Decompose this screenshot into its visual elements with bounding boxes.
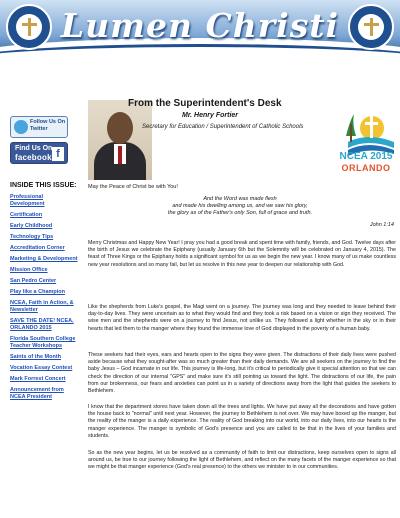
toc-link-certification[interactable]: Certification (10, 212, 43, 218)
ncea-label: NCEA 2015 (339, 151, 393, 162)
article-paragraph: I know that the department stores have taken down all the trees and lights. We have put away all the decorations and have gotten the house back to "normal" until next year. However, the journey to Bethlehem is not over. We may have boxed up the manger, but the reality of the manger is a daily experience. The reality of God breaking into our world, into our daily lives, into our hearts is the manger experience. The manger is symbolic of God's presence and you are called to be that in the lives of your families and students. (88, 404, 396, 439)
scripture-reference: John 1:14 (369, 222, 394, 228)
toc-link-technology-tips[interactable]: Technology Tips (10, 234, 54, 240)
twitter-bird-icon (14, 120, 28, 134)
scripture-quote: And the Word was made flesh and made his dwelling among us, and we saw his glory, the glory as of the Father's only Son, full of grace and truth. (167, 196, 313, 216)
main-article (82, 70, 400, 518)
ncea-city: ORLANDO (341, 163, 391, 173)
toc-link-play-like-a-champion[interactable]: Play like a Champion (10, 289, 66, 295)
article-paragraph: So as the new year begins, let us be resolved as a community of faith to limit our distractions, keep ourselves open to signs all around us, be true to our journey following the light of Bethlehem, and reflect on the many facets of the manger experience so that we might be that manger experience (God's real presence) to the others we minister to in our communities. (88, 450, 396, 471)
toc-link-mission-office[interactable]: Mission Office (10, 267, 48, 273)
masthead-banner (0, 0, 400, 70)
article-paragraph: Like the shepherds from Luke's gospel, the Magi went on a journey. The journey was long and they needed to leave behind their day-to-day lives. They were uncertain as to what they would find and they took a risk based on a vision or sign they received. The wise men and the shepherds were on a journey to find Jesus, not unlike us. They followed a light whether in the sky or in their hearts that led them to the manger where they found the immense love of God displayed in the poverty of a human baby. (88, 304, 396, 332)
toc-link-mark-forrest-concert[interactable]: Mark Forrest Concert (10, 376, 66, 382)
header-swoosh-line (0, 44, 400, 70)
toc-link-early-childhood[interactable]: Early Childhood (10, 223, 53, 229)
author-role: Secretary for Education / Superintendent of Catholic Schools (142, 124, 304, 130)
toc-link-accreditation-corner[interactable]: Accreditation Corner (10, 245, 65, 251)
toc-link-vocation-essay-contest[interactable]: Vocation Essay Contest (10, 365, 73, 371)
table-of-contents (10, 194, 78, 405)
toc-link-professional-development[interactable]: Professional Development (10, 194, 45, 207)
greeting: May the Peace of Christ be with You! (88, 184, 178, 190)
toc-link-marketing-development[interactable]: Marketing & Development (10, 256, 78, 262)
diocese-of-orlando-seal (348, 4, 394, 50)
toc-link-florida-southern[interactable]: Florida Southern College Teacher Workshops (10, 336, 76, 349)
toc-link-ncea-faith-in-action[interactable]: NCEA, Faith in Action, & Newsletter (10, 300, 74, 313)
sidebar (0, 70, 80, 518)
article-paragraph: Merry Christmas and Happy New Year! I pray you had a good break and spent time with family, friends, and God. Twelve days after the birth of Jesus we celebrate the Epiphany (usually January 6th but the Solemnity will be celebrated on January 4, 2015). The feast of Three Kings or the Epiphany holds a significant symbol for us as we begin the new year. I know many of us make countless new year resolutions and so many fail, but let us resolve in this new year to deepen our relationship with God. (88, 240, 396, 268)
toc-link-ncea-president-announcement[interactable]: Announcement from NCEA President (10, 387, 64, 400)
twitter-follow-button[interactable]: Follow Us On Twitter (10, 116, 68, 138)
toc-link-save-the-date[interactable]: SAVE THE DATE! NCEA, ORLANDO 2015 (10, 318, 74, 331)
article-paragraph: These seekers had their eyes, ears and hearts open to the signs they were given. The distractions of their daily lives were pushed aside because what they sought-after was so much greater than their daily demands. We are all seekers on the journey to find the baby Jesus – God incarnate in our life. This journey is life-long, but it's critical to periodically give it special attention so that we can check the direction of our internal "GPS" and make sure it's still pointing us toward the light. The distractions of our life, the pain from our brokenness, our fears and anxieties can point us in a variety of directions away from the light that guides the seekers to Bethlehem. (88, 352, 396, 395)
author-name: Mr. Henry Fortier (182, 112, 239, 119)
article-title: From the Superintendent's Desk (128, 98, 282, 109)
facebook-f-icon: f (52, 147, 64, 161)
newsletter-title: Lumen Christi (60, 6, 340, 45)
toc-link-san-pedro-center[interactable]: San Pedro Center (10, 278, 57, 284)
toc-link-saints-of-the-month[interactable]: Saints of the Month (10, 354, 62, 360)
superintendent-photo (88, 100, 152, 180)
facebook-button[interactable]: Find Us On facebook f (10, 142, 68, 164)
inside-this-issue-heading: INSIDE THIS ISSUE: (10, 182, 77, 189)
